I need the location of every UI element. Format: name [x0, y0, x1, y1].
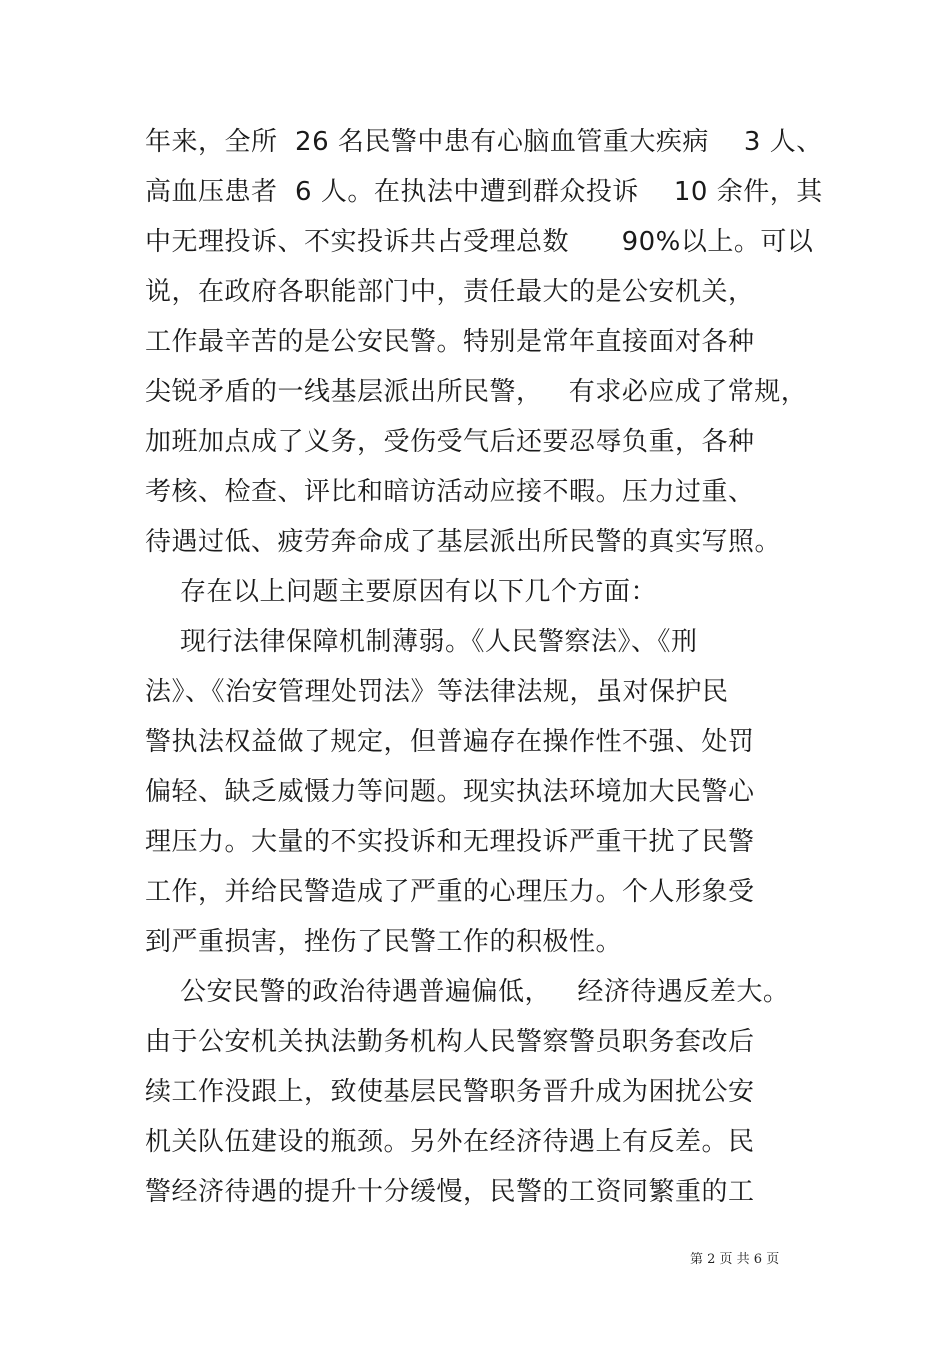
text-line: 尖锐矛盾的一线基层派出所民警， 有求必应成了常规， — [145, 377, 808, 407]
text-line: 理压力。大量的不实投诉和无理投诉严重干扰了民警 — [145, 827, 755, 857]
text-line: 法》、《治安管理处罚法》等法律法规，虽对保护民 — [145, 677, 729, 707]
text-line: 续工作没跟上，致使基层民警职务晋升成为困扰公安 — [145, 1077, 755, 1107]
text-line: 工作，并给民警造成了严重的心理压力。个人形象受 — [145, 877, 755, 907]
text-line: 现行法律保障机制薄弱。《人民警察法》、《刑 — [145, 627, 698, 657]
text-line: 待遇过低、疲劳奔命成了基层派出所民警的真实写照。 — [145, 527, 782, 557]
text-line: 偏轻、缺乏威慑力等问题。现实执法环境加大民警心 — [145, 777, 755, 807]
text-line: 存在以上问题主要原因有以下几个方面： — [145, 577, 658, 607]
text-line: 到严重损害，挫伤了民警工作的积极性。 — [145, 927, 623, 957]
text-line: 说，在政府各职能部门中，责任最大的是公安机关， — [145, 277, 755, 307]
text-line: 中无理投诉、不实投诉共占受理总数 90%以上。可以 — [145, 227, 814, 257]
page-number-footer: 第 2 页 共 6 页 — [690, 1252, 780, 1267]
text-line: 警执法权益做了规定，但普遍存在操作性不强、处罚 — [145, 727, 755, 757]
text-line: 警经济待遇的提升十分缓慢，民警的工资同繁重的工 — [145, 1177, 755, 1207]
text-line: 机关队伍建设的瓶颈。另外在经济待遇上有反差。民 — [145, 1127, 755, 1157]
text-line: 由于公安机关执法勤务机构人民警察警员职务套改后 — [145, 1027, 755, 1057]
text-line: 考核、检查、评比和暗访活动应接不暇。压力过重、 — [145, 477, 755, 507]
text-line: 加班加点成了义务，受伤受气后还要忍辱负重，各种 — [145, 427, 755, 457]
text-line: 年来，全所 26 名民警中患有心脑血管重大疾病 3 人、 — [145, 127, 823, 157]
text-line: 公安民警的政治待遇普遍偏低， 经济待遇反差大。 — [145, 977, 790, 1007]
text-line: 工作最辛苦的是公安民警。特别是常年直接面对各种 — [145, 327, 755, 357]
text-line: 高血压患者 6 人。在执法中遭到群众投诉 10 余件，其 — [145, 177, 823, 207]
